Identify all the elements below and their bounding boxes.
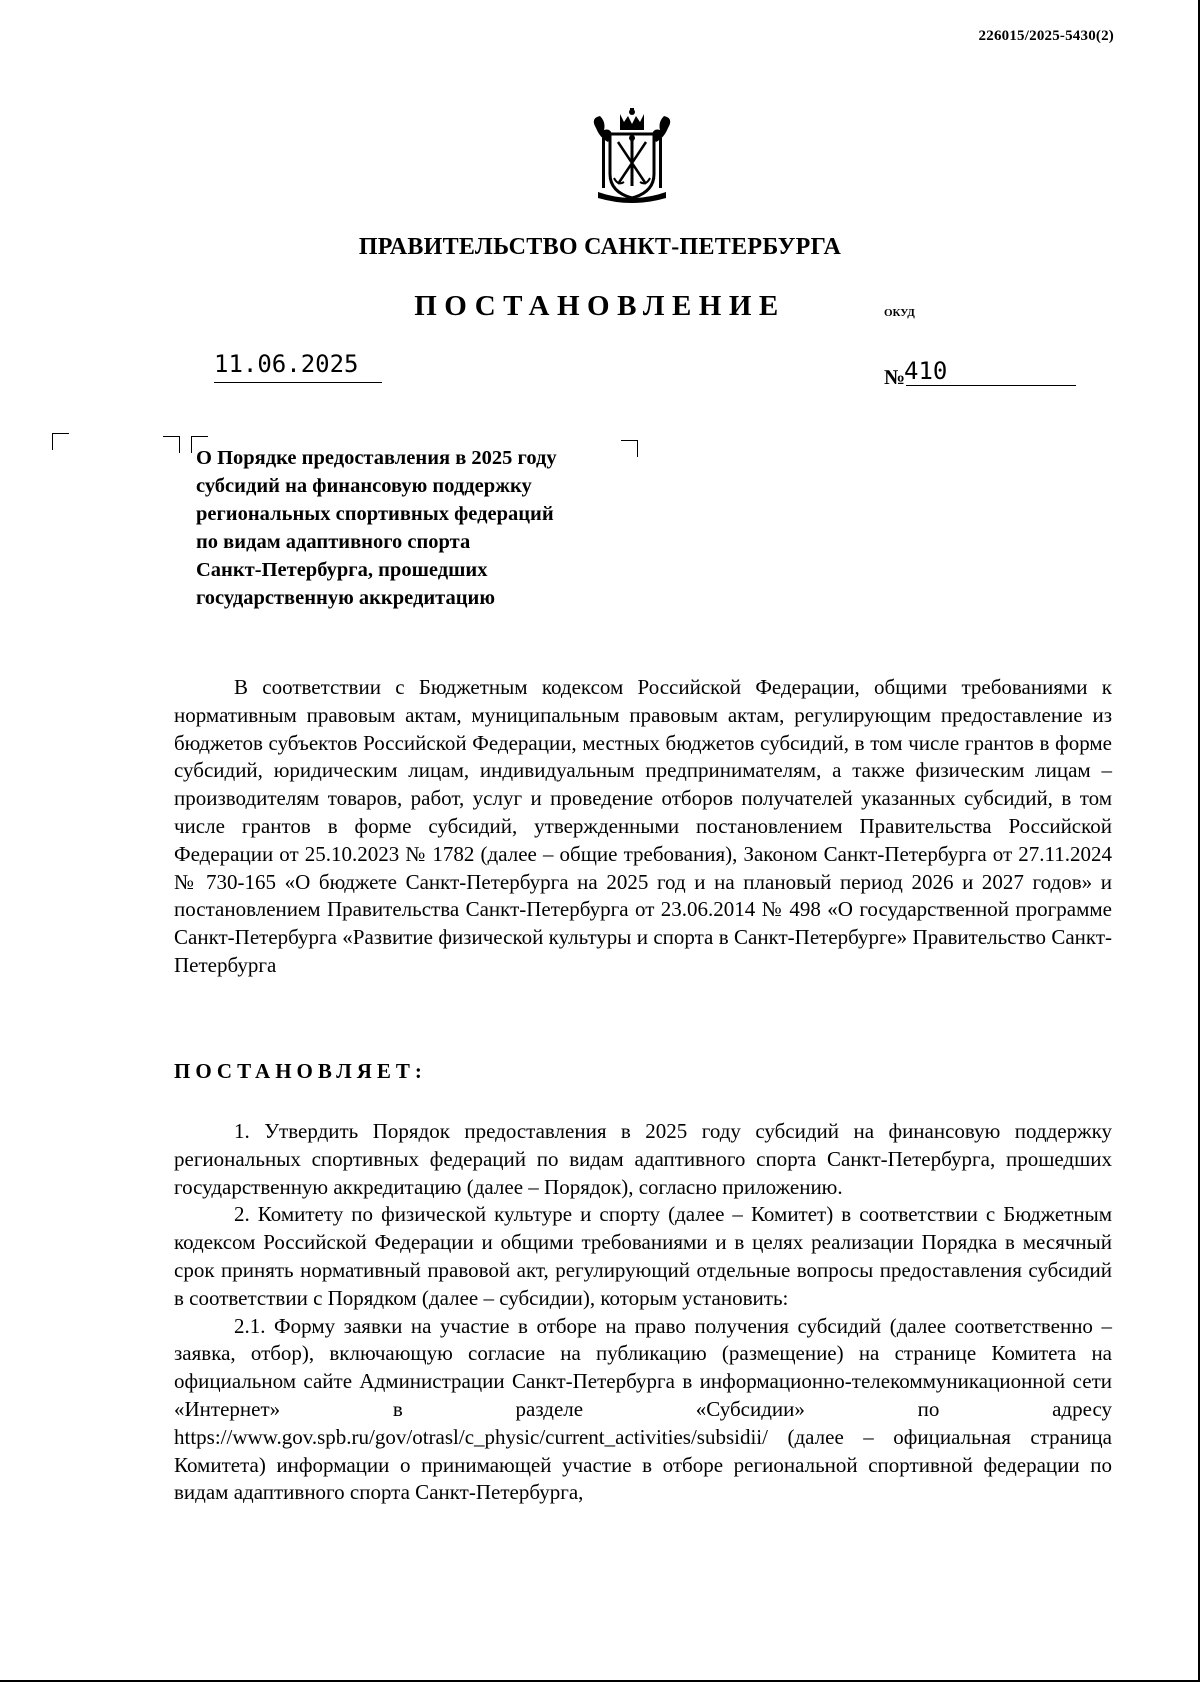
subject-line: региональных спортивных федераций: [196, 503, 554, 525]
subject-line: по видам адаптивного спорта: [196, 531, 471, 553]
number-sign: №: [884, 365, 906, 389]
decree-subject: [196, 444, 636, 612]
preamble: [174, 674, 1112, 980]
margin-corner-mark: [52, 433, 69, 450]
number-underline: [906, 385, 1076, 386]
government-title: ПРАВИТЕЛЬСТВО САНКТ-ПЕТЕРБУРГА: [358, 234, 842, 260]
decree-title: ПОСТАНОВЛЕНИЕ: [414, 290, 786, 322]
resolves-heading: ПОСТАНОВЛЯЕТ:: [174, 1059, 427, 1083]
item-2-1: 2.1. Форму заявки на участие в отборе на право получения субсидий (далее соответственно – заявка, отбор), включающую согласие на публикацию (размещение) на странице Комитета на официальном сайте Администрации Санкт-Петербурга в информационно-телекоммуникационной сети «Интернет» в разделе «Субсидии» по адресу https://www.gov.spb.ru/gov/otrasl/c_physic/current_activities/subsidii/ (далее – официальная страница Комитета) информации о принимающей участие в отборе региональной спортивной федерации по видам адаптивного спорта Санкт-Петербурга,: [174, 1313, 1112, 1505]
item-2: 2. Комитету по физической культуре и спорту (далее – Комитет) в соответствии с Бюджетным кодексом Российской Федерации и общими требованиями и в целях реализации Порядка в месячный срок принять нормативный правовой акт, регулирующий отдельные вопросы предоставления субсидий в соответствии с Порядком (далее – субсидии), которым установить:: [174, 1202, 1112, 1310]
date-underline: [214, 382, 382, 383]
decree-number: 410: [904, 357, 948, 385]
subject-line: государственную аккредитацию: [196, 587, 496, 609]
spb-coat-of-arms-icon: [588, 108, 676, 206]
decree-items: [174, 1118, 1112, 1507]
subject-line: субсидий на финансовую поддержку: [196, 475, 532, 497]
preamble-paragraph: В соответствии с Бюджетным кодексом Российской Федерации, общими требованиями к нормативным правовым актам, муниципальным правовым актам, регулирующим предоставление из бюджетов субъектов Российской Федерации, местных бюджетов субсидий, в том числе грантов в форме субсидий, юридическим лицам, индивидуальным предпринимателям, а также физическим лицам – производителям товаров, работ, услуг и проведение отборов получателей указанных субсидий, в том числе грантов в форме субсидий, утвержденными постановлением Правительства Российской Федерации от 25.10.2023 № 1782 (далее – общие требования), Законом Санкт-Петербурга от 27.11.2024 № 730-165 «О бюджете Санкт-Петербурга на 2025 год и на плановый период 2026 и 2027 годов» и постановлением Правительства Санкт-Петербурга от 23.06.2014 № 498 «О государственной программе Санкт-Петербурга «Развитие физической культуры и спорта в Санкт-Петербурге» Правительство Санкт-Петербурга: [174, 675, 1112, 977]
decree-title-row: [0, 290, 1200, 323]
item-1: 1. Утвердить Порядок предоставления в 2025 году субсидий на финансовую поддержку региональных спортивных федераций по видам адаптивного спорта Санкт-Петербурга, прошедших государственную аккредитацию (далее – Порядок), согласно приложению.: [174, 1119, 1112, 1199]
subject-line: Санкт-Петербурга, прошедших: [196, 559, 488, 581]
decree-date: 11.06.2025: [214, 350, 359, 378]
subject-bracket-mark: [163, 436, 180, 453]
okud-label: ОКУД: [884, 307, 915, 319]
document-registration-number: 226015/2025-5430(2): [978, 28, 1114, 44]
subject-line: О Порядке предоставления в 2025 году: [196, 447, 557, 469]
